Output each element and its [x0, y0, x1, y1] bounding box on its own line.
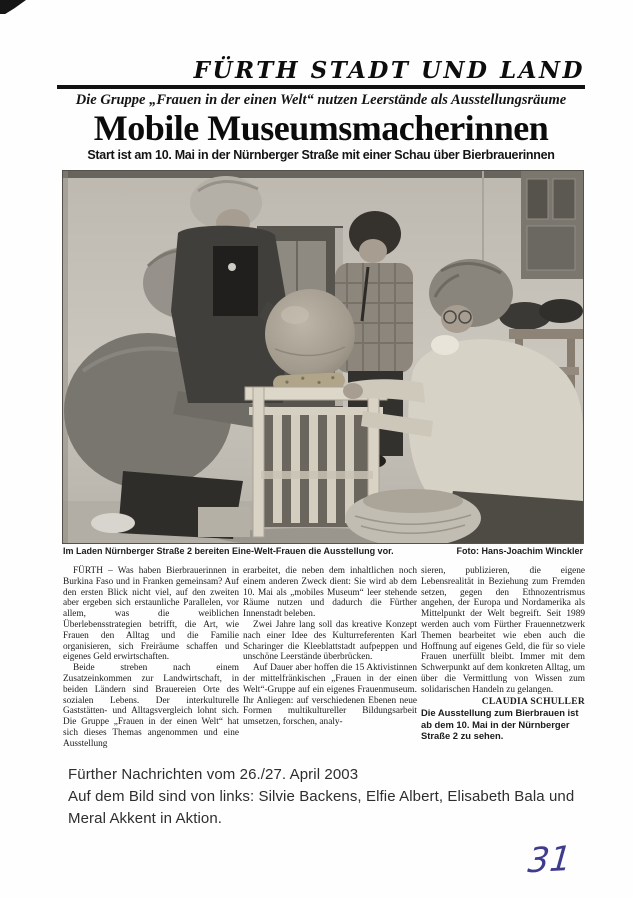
annotation-names-line: Auf dem Bild sind von links: Silvie Backens, Elfie Albert, Elisabeth Bala und Meral Akkent in Aktion.: [68, 788, 575, 827]
article-photo: [63, 171, 583, 543]
section-header: FÜRTH STADT UND LAND: [193, 57, 585, 84]
scan-corner-mark: [0, 0, 26, 14]
article-paragraph: Beide streben nach einem Zusatzeinkommen zur Landwirtschaft, in beiden Ländern sind Brauereien Orte des sozialen Lebens. Der interkulturelle Gaststätten- und Alltagsvergleich lohnt sich. Die Gruppe „Frauen in der einen Welt“ hat sich dieses Themas angenommen und eine Ausstellung: [63, 663, 239, 749]
article-byline: CLAUDIA SCHULLER: [481, 696, 585, 707]
article-paragraph: erarbeitet, die neben dem inhaltlichen noch einem anderen Zweck dient: Sie wird ab dem 10. Mai als „mobiles Museum“ leer stehende Räume nutzen und dadurch die Fürther Innenstadt beleben.: [243, 566, 417, 620]
photo-illustration: [63, 171, 583, 543]
article-paragraph: FÜRTH – Was haben Bierbrauerinnen in Burkina Faso und in Franken gemeinsam? Auf den ersten Blick nicht viel, auf den zweiten aber ergeben sich erstaunliche Parallelen, vor allem, was die weiblichen Überlebensstrategien betrifft, die Art, wie Frauen den Alltag und die Familie organisieren, sich Freiräume schaffen und eigenes Geld erwirtschaften.: [63, 566, 239, 663]
article-column-1: [63, 566, 239, 750]
source-annotation: [68, 764, 608, 830]
article-subheadline: Start ist am 10. Mai in der Nürnberger Straße mit einer Schau über Bierbrauerinnen: [87, 148, 555, 162]
article-column-3: [421, 566, 585, 742]
article-headline: Mobile Museumsmacherinnen: [93, 108, 549, 148]
photo-caption-row: [63, 546, 583, 560]
annotation-source-line: Fürther Nachrichten vom 26./27. April 2003: [68, 766, 359, 783]
kicker-line: Die Gruppe „Frauen in der einen Welt“ nutzen Leerstände als Ausstellungsräume: [75, 92, 567, 108]
photo-caption: Im Laden Nürnberger Straße 2 bereiten Eine-Welt-Frauen die Ausstellung vor.: [63, 546, 394, 556]
article-paragraph: Auf Dauer aber hoffen die 15 Aktivistinnen der mittelfränkischen „Frauen in der einen Welt“-Gruppe auf ein eigenes Frauenmuseum. Ihr Anliegen: auf verschiedenen Ebenen neue Formen multikultureller Bildungsarbeit umsetzen, forschen, analy-: [243, 663, 417, 728]
handwritten-page-number: 31: [526, 838, 573, 882]
header-rule: [57, 85, 585, 89]
article-paragraph: Zwei Jahre lang soll das kreative Konzept nach einer Idee des Kulturreferenten Karl Scharinger die Kleeblattstadt aufpeppen und unschöne Leerstände überbrücken.: [243, 619, 417, 663]
exhibition-notice: Die Ausstellung zum Bierbrauen ist ab dem 10. Mai in der Nürnberger Straße 2 zu sehen.: [421, 707, 579, 742]
photo-credit: Foto: Hans-Joachim Winckler: [456, 546, 583, 556]
article-paragraph: sieren, publizieren, die eigene Lebensrealität in Beziehung zum Fremden setzen, gegen den Ethnozentrismus angehen, der Europa und Nordamerika als Mittelpunkt der Welt begreift. Seit 1989 werden auch vom Fürther Frauennetzwerk Themen bearbeitet wie eben auch die Hoffnung auf eigenes Geld, die für so viele Frauen unerfüllt bleibt. Immer mit dem Schwerpunkt auf dem konkreten Alltag, um über die Vermittlung von Wissen zum solidarischen Handeln zu gelangen.: [421, 566, 585, 695]
article-column-2: [243, 566, 417, 728]
